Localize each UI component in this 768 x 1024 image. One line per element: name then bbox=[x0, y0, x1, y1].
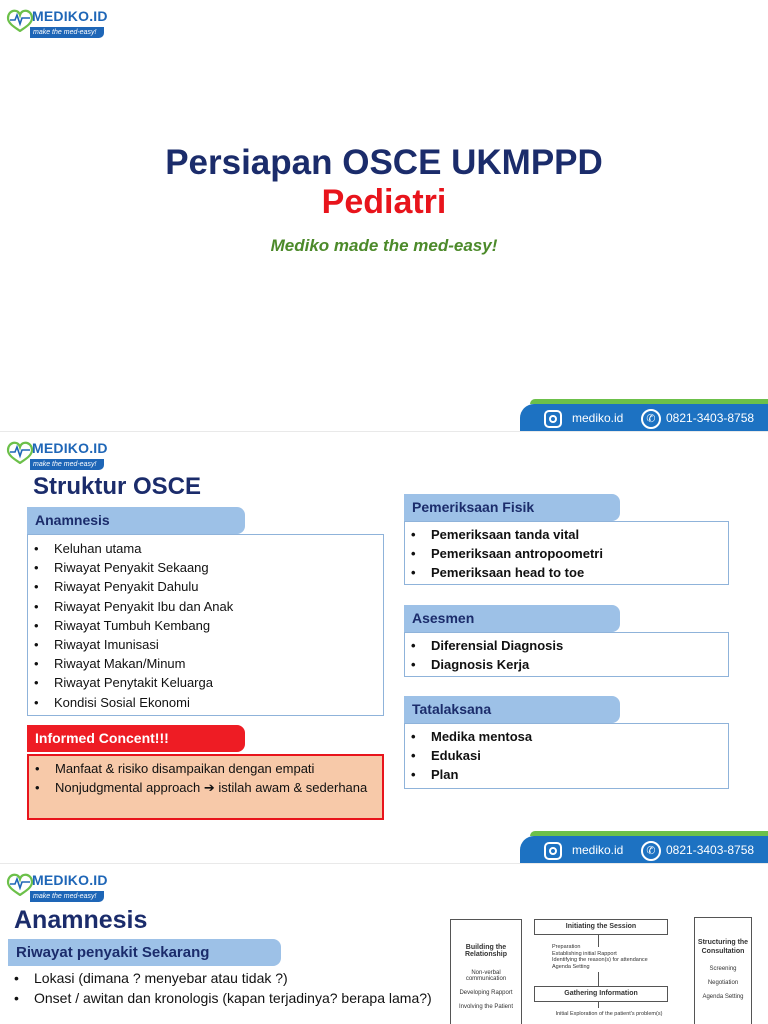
instagram-handle: mediko.id bbox=[572, 843, 624, 857]
phone-number: 0821-3403-8758 bbox=[666, 411, 755, 425]
pemeriksaan-fisik-list bbox=[404, 521, 729, 585]
contact-bar bbox=[520, 404, 768, 432]
slide-heading: Anamnesis bbox=[14, 906, 148, 934]
diagram-initiating-lines bbox=[552, 944, 682, 970]
list-item: • Pemeriksaan antropoometri bbox=[405, 544, 728, 563]
list-item: • Pemeriksaan head to toe bbox=[405, 563, 728, 582]
list-item: • Edukasi bbox=[405, 746, 728, 765]
slide-title bbox=[0, 0, 768, 432]
diagram-building-line: Non-verbal communication bbox=[465, 970, 507, 982]
logo-tagline: make the med-easy! bbox=[30, 27, 104, 38]
presentation-subtitle: Pediatri bbox=[321, 183, 447, 221]
logo-brand: MEDIKO.ID bbox=[32, 872, 108, 888]
logo-tagline: make the med-easy! bbox=[30, 891, 104, 902]
list-item: • Lokasi (dimana ? menyebar atau tidak ?) bbox=[8, 968, 440, 988]
list-item: • Pemeriksaan tanda vital bbox=[405, 525, 728, 544]
list-item: • Medika mentosa bbox=[405, 727, 728, 746]
informed-consent-list bbox=[27, 754, 384, 820]
anamnesis-list bbox=[27, 534, 384, 716]
diagram-building-box bbox=[450, 919, 522, 1024]
list-item: • Plan bbox=[405, 765, 728, 784]
diagram-initiating-box bbox=[534, 919, 668, 935]
slide-struktur-osce bbox=[0, 432, 768, 864]
list-item: • Riwayat Penyakit Sekaang bbox=[28, 558, 383, 577]
riwayat-sekarang-list bbox=[8, 966, 440, 1024]
list-item: • Nonjudgmental approach ➔ istilah awam & sederhana bbox=[29, 778, 376, 797]
slide-heading: Struktur OSCE bbox=[33, 473, 202, 500]
diagram-arrow bbox=[598, 972, 599, 986]
diagram-gathering-line: Initial Exploration of the patient's problem(s) bbox=[555, 1011, 663, 1017]
mediko-logo bbox=[4, 436, 108, 472]
diagram-initiating-line: Agenda Setting bbox=[552, 963, 590, 970]
diagram-building-line: Developing Rapport bbox=[459, 990, 513, 996]
presentation-tagline: Mediko made the med-easy! bbox=[270, 236, 498, 255]
logo-tagline: make the med-easy! bbox=[30, 459, 104, 470]
mediko-logo bbox=[4, 4, 108, 40]
diagram-building-title: Building the Relationship bbox=[464, 944, 507, 958]
diagram-initiating-line: Identifying the reason(s) for attendance bbox=[552, 957, 648, 963]
list-item: • Riwayat Penyakit Ibu dan Anak bbox=[28, 597, 383, 616]
list-item: • Diagnosis Kerja bbox=[405, 655, 728, 674]
tatalaksana-list bbox=[404, 723, 729, 789]
phone-number: 0821-3403-8758 bbox=[666, 843, 755, 857]
diagram-gathering-box bbox=[534, 986, 668, 1002]
pemeriksaan-fisik-label: Pemeriksaan Fisik bbox=[404, 494, 620, 521]
list-item: • Kondisi Sosial Ekonomi bbox=[28, 693, 383, 712]
diagram-structuring-line: Screening bbox=[709, 966, 737, 972]
diagram-structuring-line: Agenda Setting bbox=[702, 994, 744, 1000]
diagram-arrow bbox=[598, 1002, 599, 1008]
anamnesis-label: Anamnesis bbox=[27, 507, 245, 534]
list-item: • Diferensial Diagnosis bbox=[405, 636, 728, 655]
informed-consent-label: Informed Concent!!! bbox=[27, 725, 245, 752]
presentation-title: Persiapan OSCE UKMPPD bbox=[165, 143, 603, 182]
whatsapp-icon: ✆ bbox=[641, 841, 661, 861]
whatsapp-icon: ✆ bbox=[641, 409, 661, 429]
list-item: • Riwayat Penyakit Dahulu bbox=[28, 577, 383, 596]
logo-brand: MEDIKO.ID bbox=[32, 8, 108, 24]
list-item: • Manfaat & risiko disampaikan dengan empati bbox=[29, 759, 376, 778]
mediko-logo bbox=[4, 868, 108, 904]
tatalaksana-label: Tatalaksana bbox=[404, 696, 620, 723]
consultation-diagram bbox=[448, 914, 766, 1024]
list-item: • Riwayat Penytakit Keluarga bbox=[28, 673, 383, 692]
diagram-initiating-line: Establishing initial Rapport bbox=[552, 950, 617, 957]
logo-brand: MEDIKO.ID bbox=[32, 440, 108, 456]
diagram-building-line: Involving the Patient bbox=[458, 1004, 514, 1010]
asesmen-label: Asesmen bbox=[404, 605, 620, 632]
instagram-icon bbox=[544, 842, 562, 860]
list-item: • Riwayat Imunisasi bbox=[28, 635, 383, 654]
diagram-structuring-box bbox=[694, 917, 752, 1024]
diagram-structuring-line: Negotiation bbox=[707, 980, 739, 986]
list-item: • Riwayat Makan/Minum bbox=[28, 654, 383, 673]
diagram-gathering-title: Gathering Information bbox=[564, 990, 638, 997]
list-item: • Keluhan utama bbox=[28, 539, 383, 558]
diagram-initiating-title: Initiating the Session bbox=[565, 923, 637, 930]
instagram-icon bbox=[544, 410, 562, 428]
asesmen-list bbox=[404, 632, 729, 677]
list-item: • Onset / awitan dan kronologis (kapan terjadinya? berapa lama?) bbox=[8, 988, 440, 1008]
diagram-initiating-line: Preparation bbox=[552, 944, 581, 950]
riwayat-sekarang-label: Riwayat penyakit Sekarang bbox=[8, 939, 281, 966]
contact-bar bbox=[520, 836, 768, 864]
diagram-structuring-title: Structuring the Consultation bbox=[697, 939, 749, 955]
instagram-handle: mediko.id bbox=[572, 411, 624, 425]
slide-anamnesis bbox=[0, 864, 768, 1024]
list-item: • Riwayat Tumbuh Kembang bbox=[28, 616, 383, 635]
